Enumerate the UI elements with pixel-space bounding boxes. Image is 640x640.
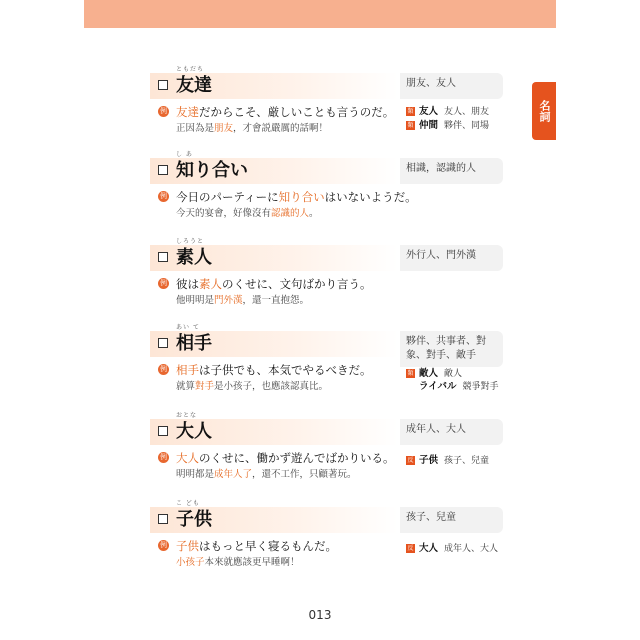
headword: 友達 [176,75,212,96]
headword: 素人 [176,247,212,268]
example-sentence: 彼は素人のくせに、文句ばかり言う。 [176,277,372,291]
related-word: 反 子供 孩子、兒童 [407,455,490,466]
meaning: 成年人、大人 [400,419,503,445]
meaning: 外行人、門外漢 [400,245,503,271]
checkbox[interactable] [158,426,168,436]
example-sentence: 子供はもっと早く寝るもんだ。 [176,539,337,553]
example-translation: 他明明是門外漢，還一直抱怨。 [176,295,310,306]
furigana: こ ども [176,500,200,507]
furigana: ともだち [176,66,205,73]
furigana: し あ [176,151,193,158]
page-number: 013 [308,608,332,622]
example-translation: 今天的宴會，好像沒有認識的人。 [176,208,319,219]
checkbox[interactable] [158,252,168,262]
related-word: 類 仲間 夥伴、同場 [407,120,490,131]
example-sentence: 相手は子供でも、本気でやるべきだ。 [176,363,372,377]
headword: 子供 [176,509,212,530]
headword: 相手 [176,333,212,354]
example-sentence: 大人のくせに、働かず遊んでばかりいる。 [176,451,395,465]
example-icon: 例 [160,541,167,549]
meaning: 孩子、兒童 [400,507,503,533]
example-translation: 正因為是朋友，才會説嚴厲的話啊！ [176,123,329,134]
meaning: 朋友、友人 [400,73,503,99]
related-word: 類 友人 友人、朋友 [407,106,490,117]
example-translation: 明明都是成年人了，還不工作，只顧著玩。 [176,469,357,480]
headword: 大人 [176,421,212,442]
checkbox[interactable] [158,80,168,90]
furigana: しろうと [176,238,205,245]
example-icon: 例 [160,453,167,461]
section-tab: 名詞 [532,82,556,140]
related-word: ライバル 競爭對手 [419,381,499,392]
meaning: 相識，認識的人 [400,158,503,184]
example-icon: 例 [160,192,167,200]
example-sentence: 友達だからこそ、厳しいことも言うのだ。 [176,105,395,119]
example-icon: 例 [160,279,167,287]
example-icon: 例 [160,107,167,115]
related-word: 類 敵人 敵人 [407,368,463,379]
example-translation: 就算對手是小孩子，也應該認真比。 [176,381,329,392]
example-sentence: 今日のパーティーに知り合いはいないようだ。 [176,190,417,204]
checkbox[interactable] [158,514,168,524]
headword: 知り合い [176,160,248,181]
meaning: 夥伴、共事者、對象、對手、敵手 [400,331,503,367]
checkbox[interactable] [158,165,168,175]
example-translation: 小孩子本來就應該更早睡啊！ [176,557,300,568]
example-icon: 例 [160,365,167,373]
top-decor-band [84,0,556,28]
checkbox[interactable] [158,338,168,348]
furigana: あい て [176,324,200,331]
furigana: おとな [176,412,198,419]
related-word: 反 大人 成年人、大人 [407,543,499,554]
